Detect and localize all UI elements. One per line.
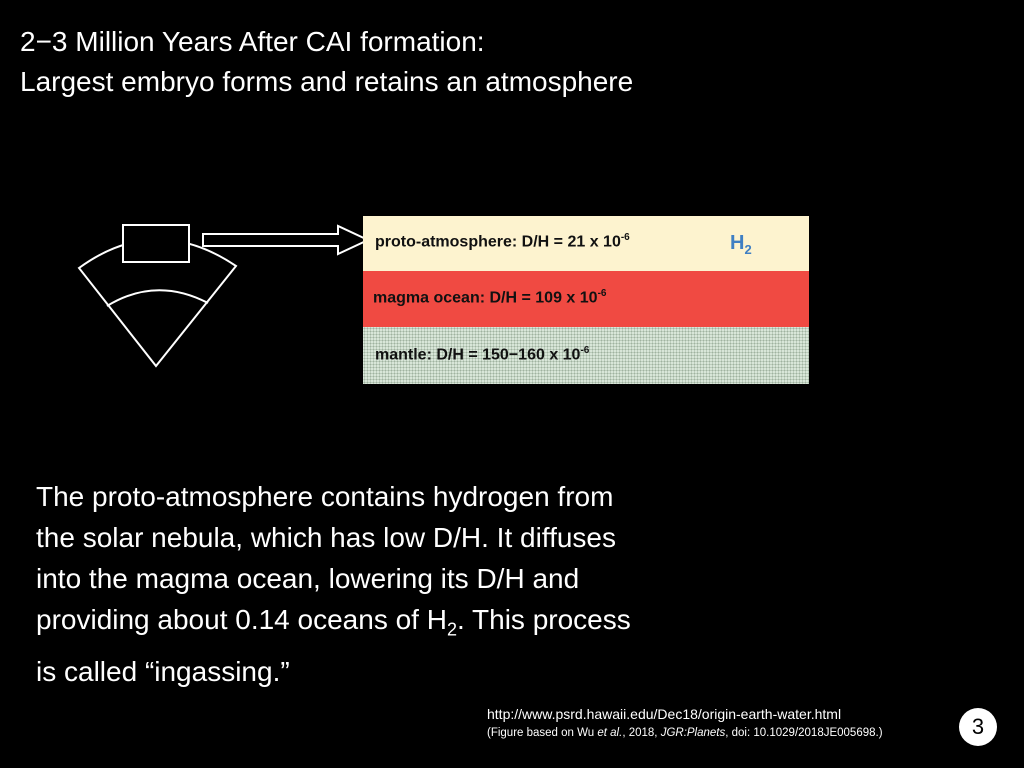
- inner-arc: [107, 290, 208, 306]
- page-number-badge: 3: [959, 708, 997, 746]
- magma-ocean-label: magma ocean: D/H = 109 x 10: [373, 289, 598, 307]
- explanation-text: [36, 476, 656, 692]
- mantle-layer: [363, 327, 809, 384]
- title-line-2: Largest embryo forms and retains an atmosphere: [20, 66, 634, 97]
- mantle-exponent: -6: [580, 345, 590, 356]
- credit-close: , doi: 10.1029/2018JE005698.): [725, 727, 883, 739]
- credit-mid: , 2018,: [622, 727, 661, 739]
- explanation-subscript: 2: [446, 619, 457, 640]
- explanation-part-1: The proto-atmosphere contains hydrogen from the solar nebula, which has low D/H. It diffuses into the magma ocean, lowering its D/H and providing about 0.14 oceans of H: [36, 481, 617, 635]
- magma-ocean-layer: [363, 271, 809, 327]
- h2-subscript: 2: [744, 242, 752, 257]
- magma-ocean-exponent: -6: [597, 288, 607, 299]
- credit-etal: et al.: [597, 727, 623, 739]
- explanation-part-2: . This process is called “ingassing.”: [36, 604, 631, 687]
- zoom-box: [123, 225, 189, 262]
- mantle-label: mantle: D/H = 150−160 x 10: [375, 346, 581, 364]
- credit-journal: JGR:Planets: [660, 727, 726, 739]
- h2-label: [730, 232, 752, 257]
- credit-open: (Figure based on Wu: [487, 727, 598, 739]
- proto-atmosphere-exponent: -6: [620, 232, 630, 243]
- zoom-arrow: [203, 226, 368, 254]
- figure-credit: [487, 727, 883, 739]
- source-url[interactable]: http://www.psrd.hawaii.edu/Dec18/origin-earth-water.html: [487, 706, 842, 722]
- h2-symbol: H: [730, 232, 745, 254]
- proto-atmosphere-label: proto-atmosphere: D/H = 21 x 10: [375, 233, 621, 251]
- title-line-1: 2−3 Million Years After CAI formation:: [20, 26, 485, 57]
